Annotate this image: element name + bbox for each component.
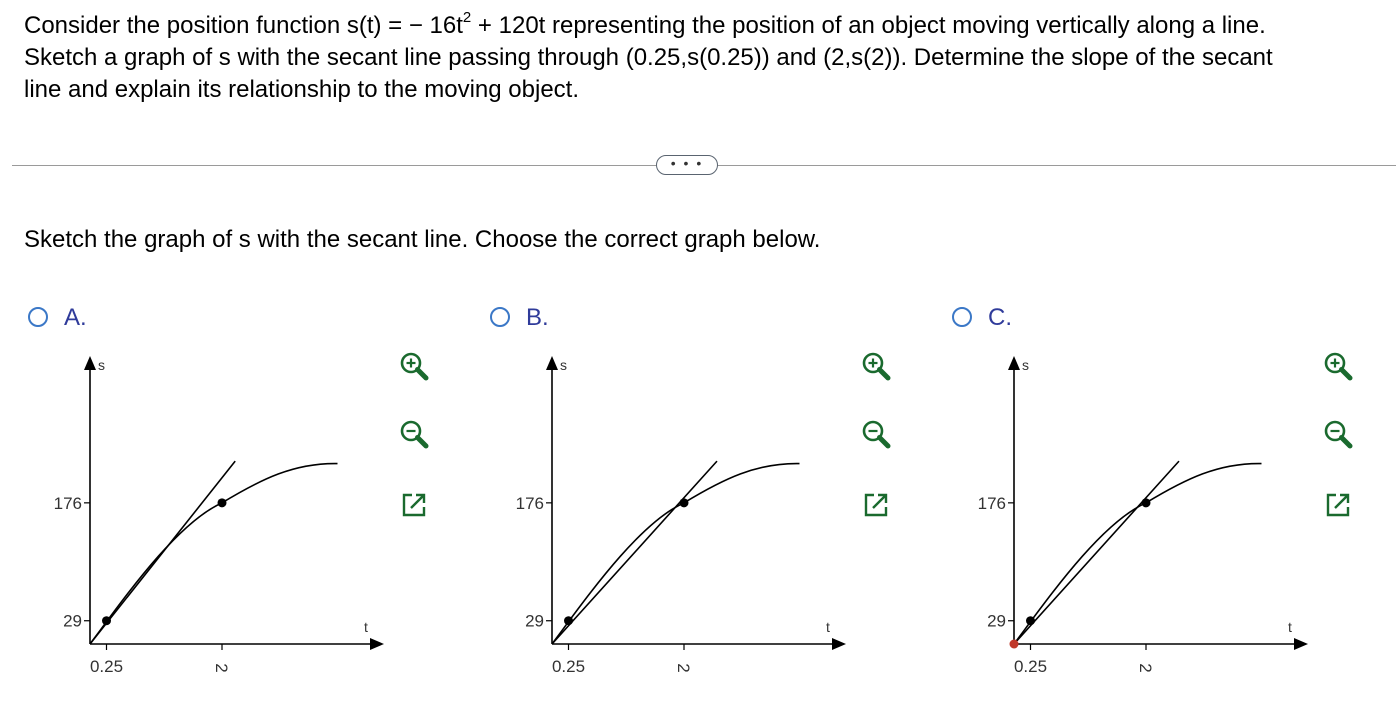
data-point <box>680 498 689 507</box>
data-point <box>1142 498 1151 507</box>
option-a-radio[interactable] <box>28 307 48 327</box>
s-axis-arrow <box>84 356 96 370</box>
zoom-in-icon[interactable] <box>394 347 434 387</box>
secant-line <box>552 461 717 644</box>
option-c[interactable] <box>948 302 1388 682</box>
s-axis-label: s <box>1022 357 1029 373</box>
option-a[interactable] <box>24 302 464 682</box>
more-button[interactable]: • • • <box>656 155 718 175</box>
option-b-radio[interactable] <box>490 307 510 327</box>
data-point <box>564 616 573 625</box>
prompt-text: Sketch the graph of s with the secant line. Choose the correct graph below. <box>24 226 821 253</box>
option-c-radio[interactable] <box>952 307 972 327</box>
y-tick-label: 176 <box>977 493 1006 513</box>
x-tick-label: 2 <box>674 663 693 673</box>
x-tick-label: 2 <box>212 663 231 673</box>
zoom-out-icon[interactable] <box>856 415 896 455</box>
t-axis-arrow <box>1294 638 1308 650</box>
zoom-in-icon[interactable] <box>856 347 896 387</box>
s-axis-label: s <box>560 357 567 373</box>
s-axis-arrow <box>546 356 558 370</box>
x-tick-label: 2 <box>1136 663 1155 673</box>
option-b-label: B. <box>526 304 549 331</box>
question-line-2: Sketch a graph of s with the secant line passing through (0.25,s(0.25)) and (2,s(2)). Determine the slope of the secant <box>24 44 1273 71</box>
zoom-in-icon[interactable] <box>1318 347 1358 387</box>
t-axis-arrow <box>832 638 846 650</box>
data-point <box>102 616 111 625</box>
position-curve <box>90 464 338 644</box>
option-b[interactable] <box>486 302 926 682</box>
zoom-out-icon[interactable] <box>394 415 434 455</box>
data-point <box>218 498 227 507</box>
y-tick-label: 29 <box>63 611 82 631</box>
option-c-label: C. <box>988 304 1012 331</box>
position-curve <box>1014 464 1262 644</box>
y-tick-label: 176 <box>53 493 82 513</box>
open-new-window-icon[interactable] <box>394 485 434 525</box>
s-axis-arrow <box>1008 356 1020 370</box>
data-point <box>1026 616 1035 625</box>
secant-line <box>1014 461 1179 644</box>
option-c-graph <box>948 342 1318 682</box>
y-tick-label: 29 <box>987 611 1006 631</box>
x-tick-label: 0.25 <box>89 657 124 676</box>
s-axis-label: s <box>98 357 105 373</box>
y-tick-label: 176 <box>515 493 544 513</box>
question-line-1: Consider the position function s(t) = − $16t^2 + 120t$ representing the position of an object moving vertically along a line. <box>24 9 1266 39</box>
t-axis-label: t <box>1288 619 1292 635</box>
y-tick-label: 29 <box>525 611 544 631</box>
zoom-out-icon[interactable] <box>1318 415 1358 455</box>
tangent-line <box>90 461 235 644</box>
option-b-graph <box>486 342 856 682</box>
t-axis-label: t <box>826 619 830 635</box>
option-a-graph <box>24 342 394 682</box>
open-new-window-icon[interactable] <box>856 485 896 525</box>
position-curve <box>552 464 800 644</box>
origin-point <box>1010 640 1019 649</box>
t-axis-label: t <box>364 619 368 635</box>
open-new-window-icon[interactable] <box>1318 485 1358 525</box>
question-line-3: line and explain its relationship to the moving object. <box>24 76 579 103</box>
x-tick-label: 0.25 <box>1013 657 1048 676</box>
question-text <box>24 10 1384 106</box>
t-axis-arrow <box>370 638 384 650</box>
option-a-label: A. <box>64 304 87 331</box>
x-tick-label: 0.25 <box>551 657 586 676</box>
